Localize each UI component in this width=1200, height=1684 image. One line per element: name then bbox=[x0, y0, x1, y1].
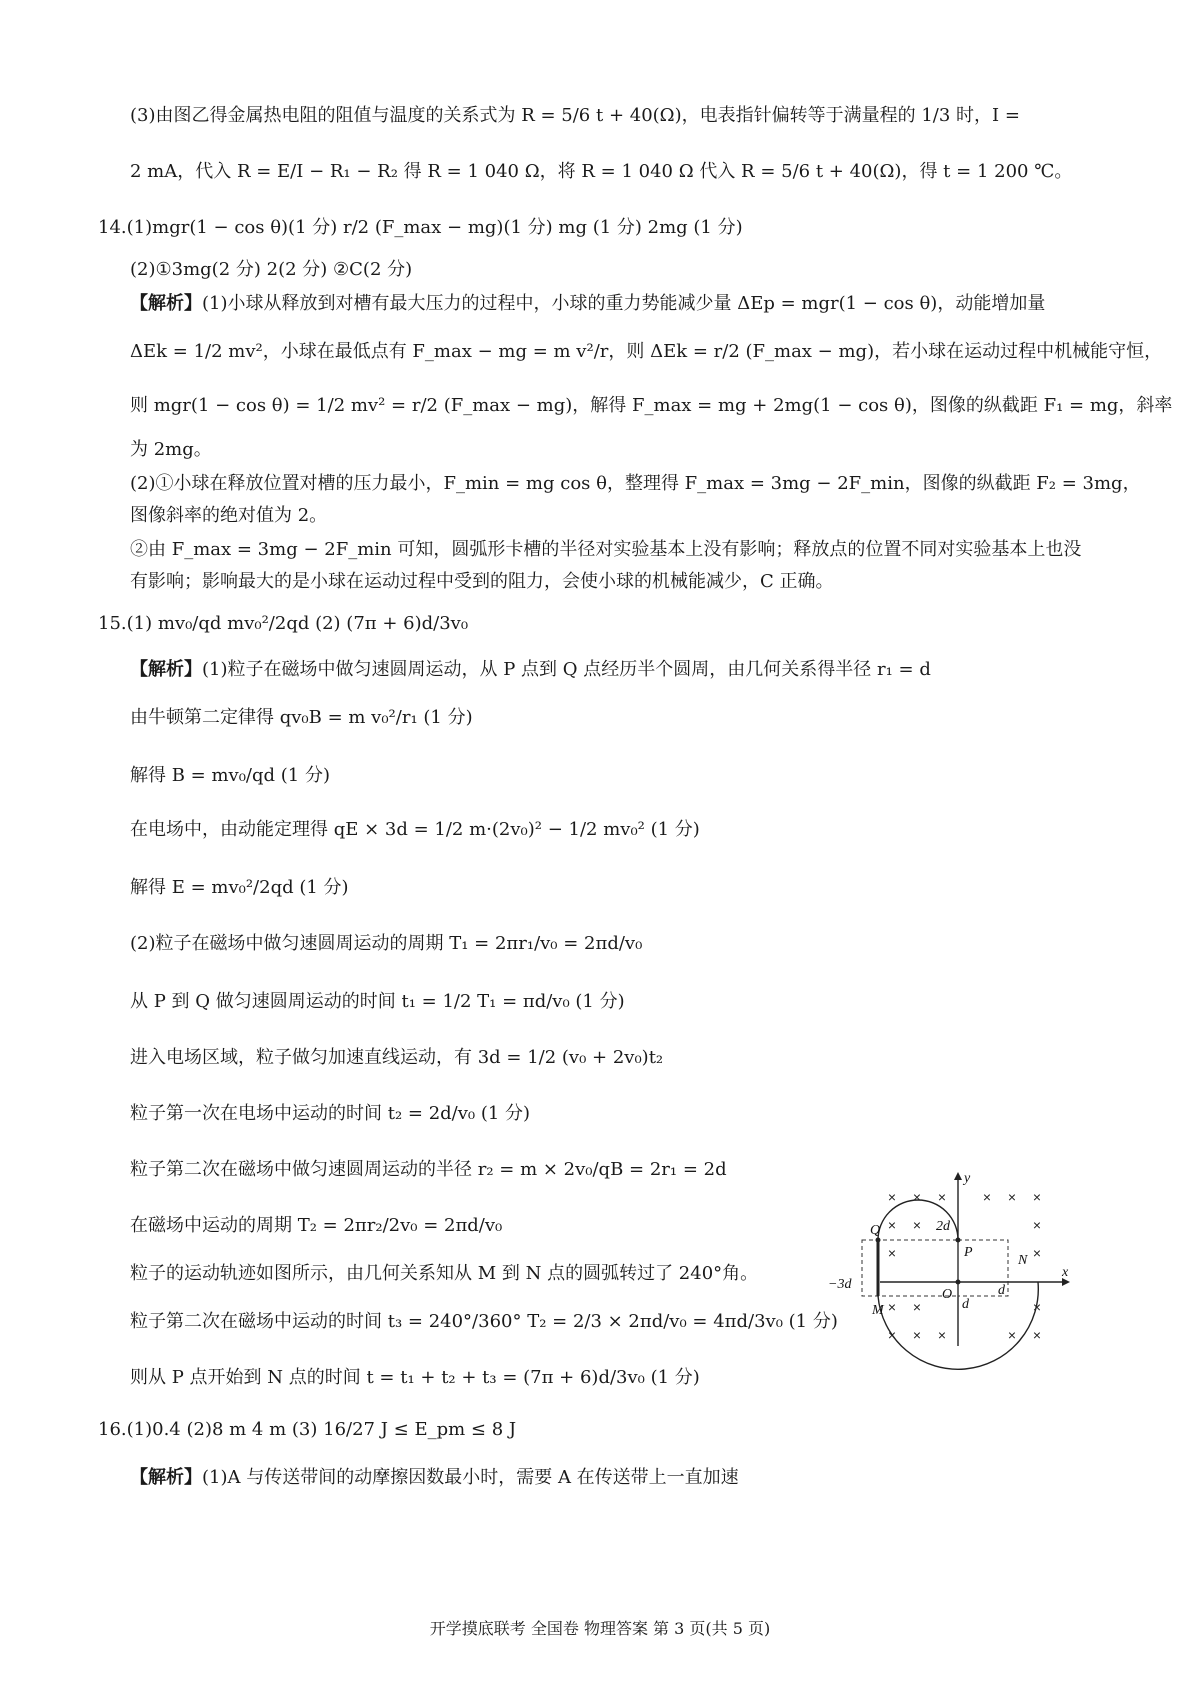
field-mark: × bbox=[887, 1245, 897, 1261]
analysis-tag: 【解析】 bbox=[130, 659, 202, 680]
field-mark: × bbox=[887, 1189, 897, 1205]
line-q15-analysis7: 从 P 到 Q 做匀速圆周运动的时间 t₁ = 1/2 T₁ = πd/v₀ (1 分) bbox=[130, 991, 625, 1012]
line-q14-analysis8: 有影响；影响最大的是小球在运动过程中受到的阻力，会使小球的机械能减少，C 正确。 bbox=[130, 571, 834, 592]
label-o: O bbox=[942, 1287, 953, 1302]
line-q14-analysis7: ②由 F_max = 3mg − 2F_min 可知，圆弧形卡槽的半径对实验基本上没有影响；释放点的位置不同对实验基本上也没 bbox=[130, 539, 1082, 560]
line-q15-analysis3: 解得 B = mv₀/qd (1 分) bbox=[130, 765, 330, 786]
point-q bbox=[876, 1238, 881, 1243]
trajectory-figure bbox=[828, 1171, 1070, 1348]
line-q14-analysis6: 图像斜率的绝对值为 2。 bbox=[130, 505, 328, 526]
field-mark: × bbox=[912, 1189, 922, 1205]
line-q13-3a: (3)由图乙得金属热电阻的阻值与温度的关系式为 R = 5/6 t + 40(Ω)，电表指针偏转等于满量程的 1/3 时，I = bbox=[130, 105, 1020, 126]
line-q15-analysis9: 粒子第一次在电场中运动的时间 t₂ = 2d/v₀ (1 分) bbox=[130, 1103, 531, 1124]
line-q14-analysis5: (2)①小球在释放位置对槽的压力最小，F_min = mg cos θ，整理得 F_max = 3mg − 2F_min，图像的纵截距 F₂ = 3mg， bbox=[130, 473, 1141, 494]
label-d1: d bbox=[998, 1283, 1005, 1298]
line-q14-analysis2: ΔEk = 1/2 mv²，小球在最低点有 F_max − mg = m v²/r，则 ΔEk = r/2 (F_max − mg)，若小球在运动过程中机械能守恒， bbox=[130, 341, 1163, 362]
field-mark: × bbox=[1032, 1217, 1042, 1233]
line-q15-analysis1: 【解析】(1)粒子在磁场中做匀速圆周运动，从 P 点到 Q 点经历半个圆周，由几何关系得半径 r₁ = d bbox=[130, 659, 931, 680]
line-q16-answer: 16.(1)0.4 (2)8 m 4 m (3) 16/27 J ≤ E_pm ≤ 8 J bbox=[98, 1419, 517, 1440]
line-q15-answer: 15.(1) mv₀/qd mv₀²/2qd (2) (7π + 6)d/3v₀ bbox=[98, 613, 469, 634]
point-o bbox=[956, 1280, 961, 1285]
field-mark: × bbox=[912, 1327, 922, 1343]
field-mark: × bbox=[937, 1327, 947, 1343]
line-q15-analysis11: 在磁场中运动的周期 T₂ = 2πr₂/2v₀ = 2πd/v₀ bbox=[130, 1215, 503, 1236]
field-mark: × bbox=[887, 1217, 897, 1233]
analysis-tag: 【解析】 bbox=[130, 1467, 202, 1488]
line-q15-analysis12: 粒子的运动轨迹如图所示，由几何关系知从 M 到 N 点的圆弧转过了 240°角。 bbox=[130, 1263, 759, 1284]
line-q14-analysis4: 为 2mg。 bbox=[130, 439, 212, 460]
field-mark: × bbox=[1032, 1299, 1042, 1315]
line-q15-analysis10: 粒子第二次在磁场中做匀速圆周运动的半径 r₂ = m × 2v₀/qB = 2r₁ = 2d bbox=[130, 1159, 727, 1180]
line-q14-analysis1: 【解析】(1)小球从释放到对槽有最大压力的过程中，小球的重力势能减少量 ΔEp = mgr(1 − cos θ)，动能增加量 bbox=[130, 293, 1046, 314]
label-n: N bbox=[1018, 1253, 1028, 1268]
field-mark: × bbox=[912, 1217, 922, 1233]
line-q15-analysis2: 由牛顿第二定律得 qv₀B = m v₀²/r₁ (1 分) bbox=[130, 707, 473, 728]
field-mark: × bbox=[1007, 1189, 1017, 1205]
line-q14-analysis3: 则 mgr(1 − cos θ) = 1/2 mv² = r/2 (F_max − mg)，解得 F_max = mg + 2mg(1 − cos θ)，图像的纵截距 F₁ = mg，斜率 bbox=[130, 395, 1173, 416]
line-q14-answer1: 14.(1)mgr(1 − cos θ)(1 分) r/2 (F_max − mg)(1 分) mg (1 分) 2mg (1 分) bbox=[98, 217, 743, 238]
line-q16-analysis1: 【解析】(1)A 与传送带间的动摩擦因数最小时，需要 A 在传送带上一直加速 bbox=[130, 1467, 739, 1488]
field-mark: × bbox=[1032, 1327, 1042, 1343]
field-mark: × bbox=[1032, 1245, 1042, 1261]
line-q15-analysis4: 在电场中，由动能定理得 qE × 3d = 1/2 m·(2v₀)² − 1/2 mv₀² (1 分) bbox=[130, 819, 700, 840]
page-footer: 开学摸底联考 全国卷 物理答案 第 3 页(共 5 页) bbox=[429, 1619, 771, 1638]
point-p bbox=[956, 1238, 961, 1243]
line-q15-analysis14: 则从 P 点开始到 N 点的时间 t = t₁ + t₂ + t₃ = (7π + 6)d/3v₀ (1 分) bbox=[130, 1367, 700, 1388]
field-mark: × bbox=[1032, 1189, 1042, 1205]
field-mark: × bbox=[887, 1327, 897, 1343]
line-q15-analysis5: 解得 E = mv₀²/2qd (1 分) bbox=[130, 877, 349, 898]
label-d2: d bbox=[962, 1297, 969, 1312]
field-mark: × bbox=[1007, 1327, 1017, 1343]
label-m: M bbox=[872, 1303, 884, 1318]
label-p: P bbox=[964, 1245, 973, 1260]
line-q14-answer2: (2)①3mg(2 分) 2(2 分) ②C(2 分) bbox=[130, 259, 413, 280]
field-mark: × bbox=[887, 1299, 897, 1315]
label-q: Q bbox=[870, 1223, 881, 1238]
field-mark: × bbox=[937, 1189, 947, 1205]
field-mark: × bbox=[912, 1299, 922, 1315]
line-q15-analysis6: (2)粒子在磁场中做匀速圆周运动的周期 T₁ = 2πr₁/v₀ = 2πd/v₀ bbox=[130, 933, 643, 954]
y-axis-arrow bbox=[954, 1172, 962, 1180]
label-y: y bbox=[964, 1171, 971, 1186]
label-2d: 2d bbox=[936, 1219, 950, 1234]
line-q13-3b: 2 mA，代入 R = E/I − R₁ − R₂ 得 R = 1 040 Ω，将 R = 1 040 Ω 代入 R = 5/6 t + 40(Ω)，得 t = 1 200 ℃。 bbox=[130, 161, 1073, 182]
analysis-tag: 【解析】 bbox=[130, 293, 202, 314]
line-q15-analysis13: 粒子第二次在磁场中运动的时间 t₃ = 240°/360° T₂ = 2/3 × 2πd/v₀ = 4πd/3v₀ (1 分) bbox=[130, 1311, 838, 1332]
line-q15-analysis8: 进入电场区域，粒子做匀加速直线运动，有 3d = 1/2 (v₀ + 2v₀)t₂ bbox=[130, 1047, 664, 1068]
label-neg3d: −3d bbox=[828, 1277, 852, 1292]
label-x: x bbox=[1062, 1265, 1069, 1280]
field-mark: × bbox=[982, 1189, 992, 1205]
